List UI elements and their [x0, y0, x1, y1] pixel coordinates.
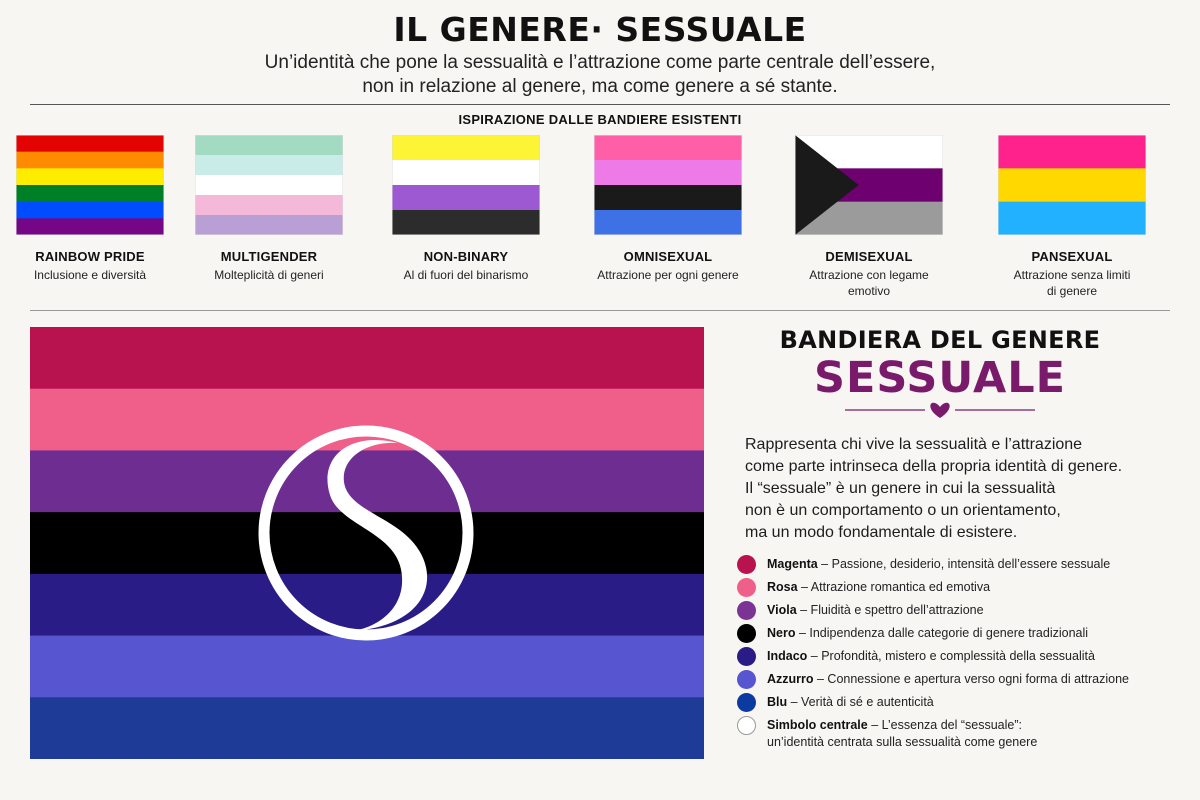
legend-meaning: – Passione, desiderio, intensità dell’essere sessuale	[817, 557, 1111, 571]
legend-color-name: Blu	[767, 695, 788, 709]
description-line: Rappresenta chi vive la sessualità e l’attrazione	[745, 436, 1083, 453]
color-swatch-icon	[737, 624, 756, 643]
page-title: IL GENERE· SESSUALE	[393, 10, 807, 49]
flag-card-multigender	[174, 135, 364, 283]
legend-item	[737, 579, 1185, 596]
subtitle-line-1: Un’identità che pone la sessualità e l’attrazione come parte centrale dell’essere,	[264, 52, 936, 73]
color-swatch-icon	[737, 555, 756, 574]
legend-color-name: Rosa	[767, 580, 798, 594]
flag-description-line: di genere	[1046, 284, 1098, 298]
divider-top	[30, 104, 1170, 105]
flag-stripe	[16, 168, 164, 185]
description-line: come parte intrinseca della propria identità di genere.	[745, 458, 1123, 475]
legend-color-name: Nero	[767, 626, 796, 640]
legend-meaning: – Connessione e apertura verso ogni forma di attrazione	[813, 672, 1129, 686]
legend-color-name: Viola	[767, 603, 797, 617]
flag-name: NON-BINARY	[423, 249, 509, 264]
flag-stripe	[998, 202, 1146, 235]
main-flag-stripe	[30, 636, 704, 698]
color-swatch-icon	[737, 647, 756, 666]
flag-name: DEMISEXUAL	[825, 249, 913, 264]
flag-description	[174, 267, 364, 283]
main-flag-stripe	[30, 327, 704, 389]
flag-description-line: Attrazione per ogni genere	[597, 268, 739, 282]
flag-description	[573, 267, 763, 283]
flag-image	[998, 135, 1146, 235]
flag-card-demisexual	[774, 135, 964, 299]
divider-bottom	[30, 310, 1170, 311]
flag-description	[371, 267, 561, 283]
legend-meaning: – Indipendenza dalle categorie di genere tradizionali	[795, 626, 1089, 640]
flag-stripe	[594, 160, 742, 186]
flag-description-line: Molteplicità di generi	[214, 268, 324, 282]
legend-item	[737, 648, 1185, 665]
flag-image	[16, 135, 164, 235]
header	[0, 0, 1200, 99]
flag-image	[392, 135, 540, 235]
legend-item	[737, 602, 1185, 619]
flag-description-line: emotivo	[847, 284, 891, 298]
legend-color-name: Azzurro	[767, 672, 814, 686]
subtitle	[0, 51, 1200, 99]
color-legend	[737, 556, 1185, 751]
legend-item	[737, 717, 1185, 751]
flag-description-line: Al di fuori del binarismo	[403, 268, 529, 282]
color-swatch-icon	[737, 578, 756, 597]
flag-stripe	[16, 185, 164, 202]
color-swatch-icon	[737, 716, 756, 735]
flag-image	[594, 135, 742, 235]
inspiration-heading: ISPIRAZIONE DALLE BANDIERE ESISTENTI	[458, 112, 742, 127]
legend-meaning: – Attrazione romantica ed emotiva	[797, 580, 991, 594]
flag-stripe	[195, 195, 343, 216]
flag-card-non-binary	[371, 135, 561, 283]
subtitle-line-2: non in relazione al genere, ma come genere a sé stante.	[362, 76, 838, 97]
legend-item	[737, 625, 1185, 642]
main-flag-stripe	[30, 450, 704, 512]
flag-info-panel	[715, 322, 1185, 757]
main-flag-stripe	[30, 574, 704, 636]
flag-name: OMNISEXUAL	[623, 249, 713, 264]
flag-description	[745, 434, 1185, 544]
flag-stripe	[16, 218, 164, 235]
flag-stripe	[392, 185, 540, 211]
color-swatch-icon	[737, 693, 756, 712]
panel-title-highlight: SESSUALE	[814, 353, 1066, 403]
legend-color-name: Magenta	[767, 557, 818, 571]
flag-description-line: Attrazione senza limiti	[1013, 268, 1131, 282]
flag-stripe	[16, 152, 164, 169]
color-swatch-icon	[737, 601, 756, 620]
panel-title: BANDIERA DEL GENERE	[779, 326, 1101, 354]
flag-stripe	[998, 168, 1146, 202]
description-line: Il “sessuale” è un genere in cui la sessualità	[745, 480, 1056, 497]
flag-card-rainbow-pride	[0, 135, 185, 283]
legend-meaning: – Fluidità e spettro dell’attrazione	[796, 603, 984, 617]
color-swatch-icon	[737, 670, 756, 689]
flag-name: PANSEXUAL	[1031, 249, 1113, 264]
heart-divider-icon	[715, 402, 1165, 422]
legend-meaning: – Verità di sé e autenticità	[787, 695, 934, 709]
flag-stripe	[195, 215, 343, 235]
description-line: non è un comportamento o un orientamento,	[745, 502, 1061, 519]
main-flag-stripe	[30, 697, 704, 759]
flag-description	[0, 267, 185, 283]
flag-stripe	[195, 135, 343, 156]
flag-stripe	[195, 175, 343, 196]
description-line: ma un modo fondamentale di esistere.	[745, 524, 1018, 541]
sexual-gender-flag	[30, 327, 704, 759]
flag-description	[977, 267, 1167, 299]
inspiration-flags	[0, 135, 1200, 305]
flag-card-omnisexual	[573, 135, 763, 283]
legend-item	[737, 556, 1185, 573]
flag-name: MULTIGENDER	[220, 249, 318, 264]
flag-stripe	[16, 202, 164, 219]
flag-stripe	[594, 135, 742, 161]
flag-stripe	[594, 185, 742, 211]
flag-description	[774, 267, 964, 299]
flag-stripe	[16, 135, 164, 152]
flag-description-line: Inclusione e diversità	[33, 268, 147, 282]
flag-image	[195, 135, 343, 235]
legend-item	[737, 694, 1185, 711]
flag-stripe	[594, 210, 742, 235]
flag-description-line: Attrazione con legame	[809, 268, 929, 282]
flag-stripe	[998, 135, 1146, 169]
flag-stripe	[392, 210, 540, 235]
flag-stripe	[392, 160, 540, 186]
flag-stripe	[195, 155, 343, 176]
legend-color-name: Simbolo centrale	[767, 718, 868, 732]
legend-item	[737, 671, 1185, 688]
flag-card-pansexual	[977, 135, 1167, 299]
flag-name: RAINBOW PRIDE	[35, 249, 145, 264]
legend-color-name: Indaco	[767, 649, 808, 663]
flag-image	[795, 135, 943, 235]
legend-meaning: – L’essenza del “sessuale”:	[867, 718, 1022, 732]
legend-meaning-line: un’identità centrata sulla sessualità come genere	[767, 735, 1038, 749]
legend-meaning: – Profondità, mistero e complessità della sessualità	[807, 649, 1095, 663]
flag-stripe	[392, 135, 540, 161]
